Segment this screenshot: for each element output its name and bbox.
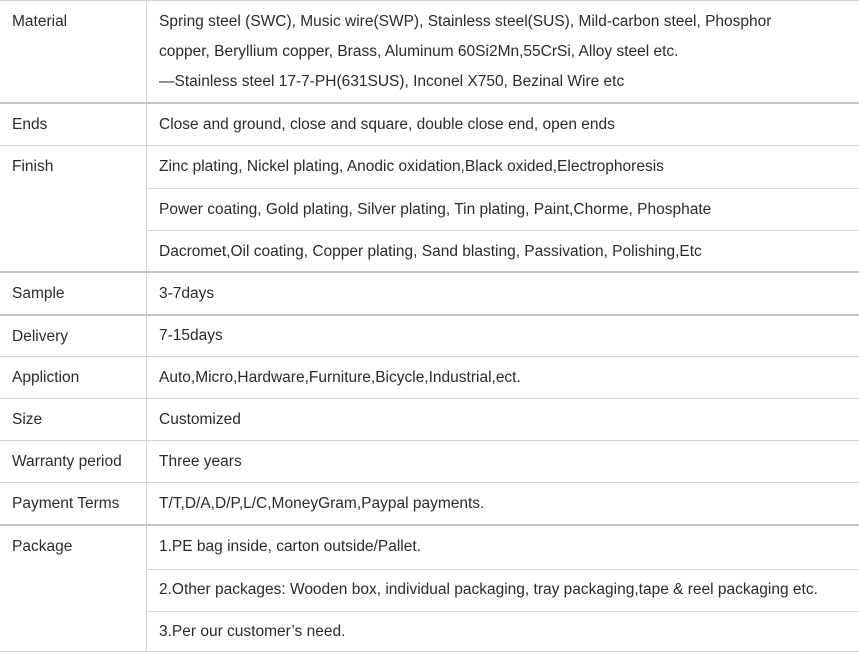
column-divider: [146, 316, 147, 356]
package-value-3: 3.Per our customer’s need.: [159, 623, 346, 640]
table-row-finish: [0, 145, 859, 271]
table-row-material: [0, 0, 859, 102]
table-row-warranty: [0, 440, 859, 482]
column-divider: [146, 104, 147, 145]
column-divider: [146, 399, 147, 440]
table-row-delivery: [0, 314, 859, 356]
table-row-sample: [0, 271, 859, 314]
size-value: Customized: [159, 411, 241, 428]
sub-row-divider: [147, 611, 859, 612]
row-label-sample: Sample: [12, 285, 65, 302]
column-divider: [146, 441, 147, 482]
row-label-finish: Finish: [12, 158, 54, 175]
table-row-size: [0, 398, 859, 440]
warranty-value: Three years: [159, 453, 242, 470]
sub-row-divider: [147, 230, 859, 231]
row-label-payment: Payment Terms: [12, 495, 120, 512]
material-value-line-1: Spring steel (SWC), Music wire(SWP), Stainless steel(SUS), Mild-carbon steel, Phosphor: [159, 13, 772, 30]
sub-row-divider: [147, 188, 859, 189]
table-row-ends: [0, 102, 859, 145]
row-label-size: Size: [12, 411, 43, 428]
payment-value: T/T,D/A,D/P,L/C,MoneyGram,Paypal payments.: [159, 495, 485, 512]
column-divider: [146, 526, 147, 652]
column-divider: [146, 1, 147, 102]
finish-value-2: Power coating, Gold plating, Silver plating, Tin plating, Paint,Chorme, Phosphate: [159, 201, 712, 218]
ends-value: Close and ground, close and square, double close end, open ends: [159, 116, 615, 133]
column-divider: [146, 357, 147, 398]
material-value-line-3: —Stainless steel 17-7-PH(631SUS), Inconel X750, Bezinal Wire etc: [159, 73, 625, 90]
package-value-1: 1.PE bag inside, carton outside/Pallet.: [159, 538, 421, 555]
row-label-delivery: Delivery: [12, 328, 68, 345]
row-label-package: Package: [12, 538, 73, 555]
table-row-payment: [0, 482, 859, 524]
sub-row-divider: [147, 569, 859, 570]
sample-value: 3-7days: [159, 285, 215, 302]
row-label-material: Material: [12, 13, 68, 30]
row-label-warranty: Warranty period: [12, 453, 122, 470]
package-value-2: 2.Other packages: Wooden box, individual packaging, tray packaging,tape & reel packaging etc.: [159, 581, 818, 598]
finish-value-3: Dacromet,Oil coating, Copper plating, Sand blasting, Passivation, Polishing,Etc: [159, 243, 702, 260]
column-divider: [146, 273, 147, 314]
table-row-application: [0, 356, 859, 398]
column-divider: [146, 146, 147, 271]
row-label-application: Appliction: [12, 369, 80, 386]
table-row-package: [0, 524, 859, 652]
application-value: Auto,Micro,Hardware,Furniture,Bicycle,Industrial,ect.: [159, 369, 521, 386]
column-divider: [146, 483, 147, 524]
material-value-line-2: copper, Beryllium copper, Brass, Aluminum 60Si2Mn,55CrSi, Alloy steel etc.: [159, 43, 679, 60]
table-bottom-border: [0, 651, 859, 652]
finish-value-1: Zinc plating, Nickel plating, Anodic oxidation,Black oxided,Electrophoresis: [159, 158, 664, 175]
row-label-ends: Ends: [12, 116, 48, 133]
delivery-value: 7-15days: [159, 327, 223, 344]
